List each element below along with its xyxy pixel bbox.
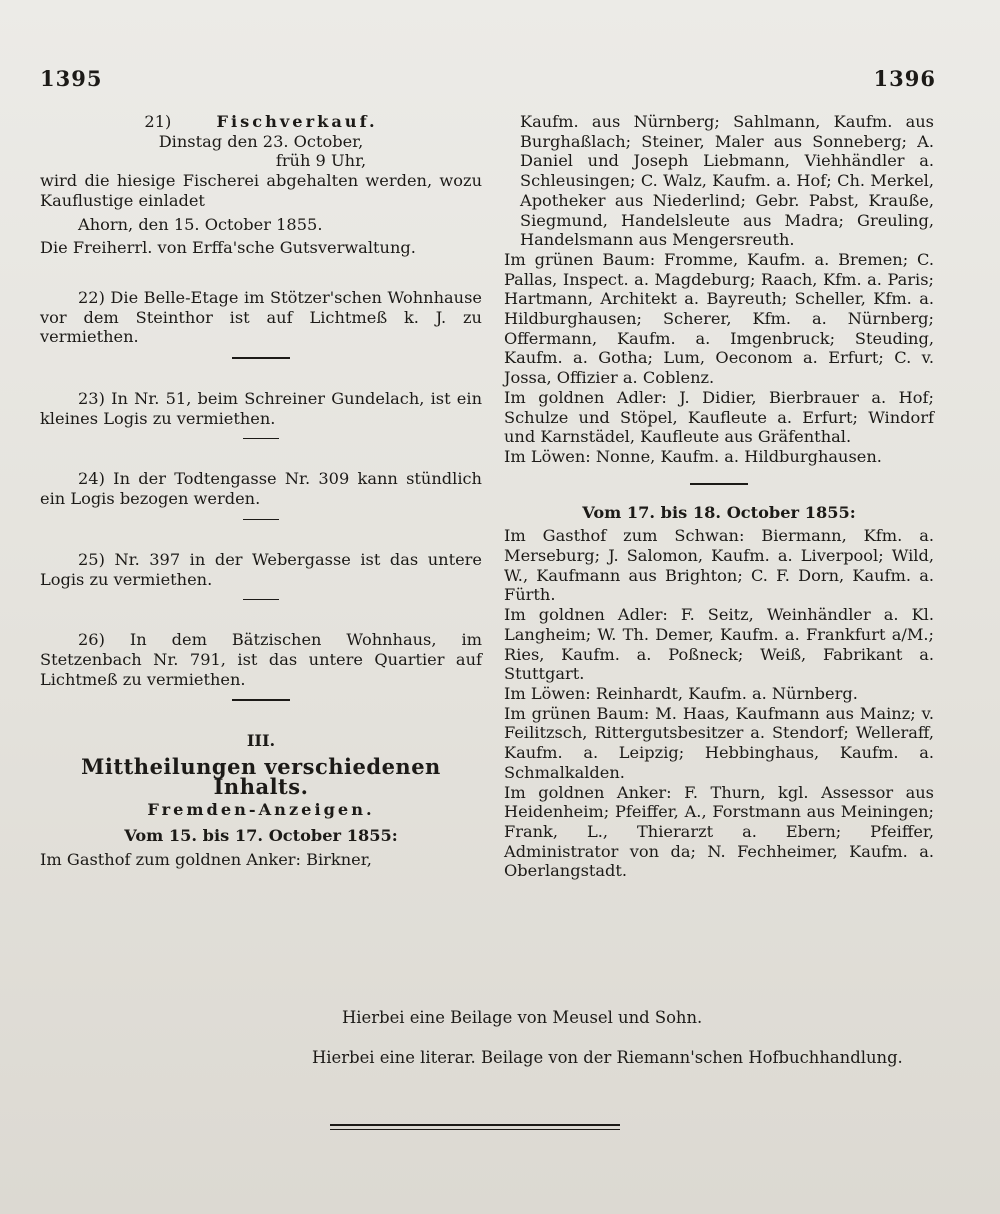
period-heading-1: Vom 15. bis 17. October 1855:	[124, 826, 398, 846]
left-column	[40, 112, 482, 870]
closing-double-rule	[330, 1124, 620, 1133]
guest-entry-goldner-adler: Im goldnen Adler: J. Didier, Bierbrauer a. Hof; Schulze und Stöpel, Kaufleute a. Erfurt; Windorf und Karnstädel, Kaufleute aus Gräfenthal.	[504, 387, 934, 447]
notice-21-date: Dinstag den 23. October,	[158, 131, 364, 151]
notice-25: 25) Nr. 397 in der Webergasse ist das untere Logis zu vermiethen.	[40, 549, 482, 589]
guest-entry-loewen: Im Löwen: Nonne, Kaufm. a. Hildburghausen.	[504, 446, 882, 466]
guest-entry-goldner-adler-2: Im goldnen Adler: F. Seitz, Weinhändler a. Kl. Langheim; W. Th. Demer, Kaufm. a. Frankfurt a/M.; Ries, Kaufm. a. Poßneck; Weiß, Fabrikant a. Stuttgart.	[504, 605, 934, 684]
notice-21	[40, 112, 482, 258]
notice-21-place-date: Ahorn, den 15. October 1855.	[78, 214, 323, 234]
footer-note-2: Hierbei eine literar. Beilage von der Riemann'schen Hofbuchhandlung.	[312, 1048, 903, 1067]
notice-21-text: wird die hiesige Fischerei abgehalten werden, wozu Kauflustige einladet	[40, 171, 482, 210]
guest-entry-continuation: Kaufm. aus Nürnberg; Sahlmann, Kaufm. aus Burghaßlach; Steiner, Maler aus Sonneberg; A. Daniel und Joseph Liebmann, Viehhändler a. Schleusingen; C. Walz, Kaufm. a. Hof; Ch. Merkel, Apotheker aus Niederlind; Gebr. Pabst, Krauße, Siegmund, Handelsleute aus Madra; Greuling, Handelsmann aus Mengersreuth.	[520, 112, 934, 250]
period-heading-2: Vom 17. bis 18. October 1855:	[582, 502, 856, 522]
guest-entry-gruener-baum: Im grünen Baum: Fromme, Kaufm. a. Bremen; C. Pallas, Inspect. a. Magdeburg; Raach, Kfm. a. Paris; Hartmann, Architekt a. Bayreuth; Scheller, Kfm. a. Hildburghausen; Scherer, Kfm. a. Nürnberg; Offermann, Kaufm. a. Imgenbruck; Steuding, Kaufm. a. Gotha; Lum, Oeconom a. Erfurt; C. v. Jossa, Offizier a. Coblenz.	[504, 249, 934, 388]
notice-22: 22) Die Belle-Etage im Stötzer'schen Wohnhause vor dem Steinthor ist auf Lichtmeß k. J. zu vermiethen.	[40, 287, 482, 347]
section-subtitle: Fremden-Anzeigen.	[147, 800, 375, 820]
notice-24: 24) In der Todtengasse Nr. 309 kann stündlich ein Logis bezogen werden.	[40, 469, 482, 509]
section-numeral: III.	[246, 731, 276, 751]
notice-23: 23) In Nr. 51, beim Schreiner Gundelach, ist ein kleines Logis zu vermiethen.	[40, 389, 482, 428]
page-number-left: 1395	[40, 66, 103, 91]
notice-26: 26) In dem Bätzischen Wohnhaus, im Stetzenbach Nr. 791, ist das untere Quartier auf Lichtmeß zu vermiethen.	[40, 630, 482, 689]
guest-entry-gruener-baum-2: Im grünen Baum: M. Haas, Kaufmann aus Mainz; v. Feilitzsch, Rittergutsbesitzer a. Stendorf; Welleraff, Kaufm. a. Leipzig; Hebbinghaus, Kaufm. a. Schmalkalden.	[504, 703, 934, 782]
guest-entries-b	[504, 526, 934, 881]
guest-entry-gasthof-anker: Im Gasthof zum goldnen Anker: Birkner,	[40, 849, 372, 869]
guest-entries-a	[504, 250, 934, 467]
notice-21-time: früh 9 Uhr,	[275, 151, 367, 171]
footer-note-1: Hierbei eine Beilage von Meusel und Sohn.	[342, 1008, 703, 1027]
guest-entry-gasthof-schwan: Im Gasthof zum Schwan: Biermann, Kfm. a. Merseburg; J. Salomon, Kaufm. a. Liverpool; Wild, W., Kaufmann aus Brighton; C. F. Dorn, Kaufm. a. Fürth.	[504, 526, 934, 605]
notice-21-number: 21)	[144, 112, 172, 131]
notice-21-signature: Die Freiherrl. von Erffa'sche Gutsverwaltung.	[40, 238, 416, 258]
section-title: Mittheilungen verschiedenen Inhalts.	[81, 754, 441, 799]
page-number-right: 1396	[873, 66, 936, 91]
guest-entry-loewen-2: Im Löwen: Reinhardt, Kaufm. a. Nürnberg.	[504, 683, 858, 703]
guest-entry-goldner-anker-2: Im goldnen Anker: F. Thurn, kgl. Assessor aus Heidenheim; Pfeiffer, A., Forstmann aus Meiningen; Frank, L., Thierarzt a. Ebern; Pfeiffer, Administrator von da; N. Fechheimer, Kaufm. a. Oberlangstadt.	[504, 782, 934, 881]
notice-21-title: Fischverkauf.	[216, 112, 378, 131]
right-column	[504, 112, 934, 881]
